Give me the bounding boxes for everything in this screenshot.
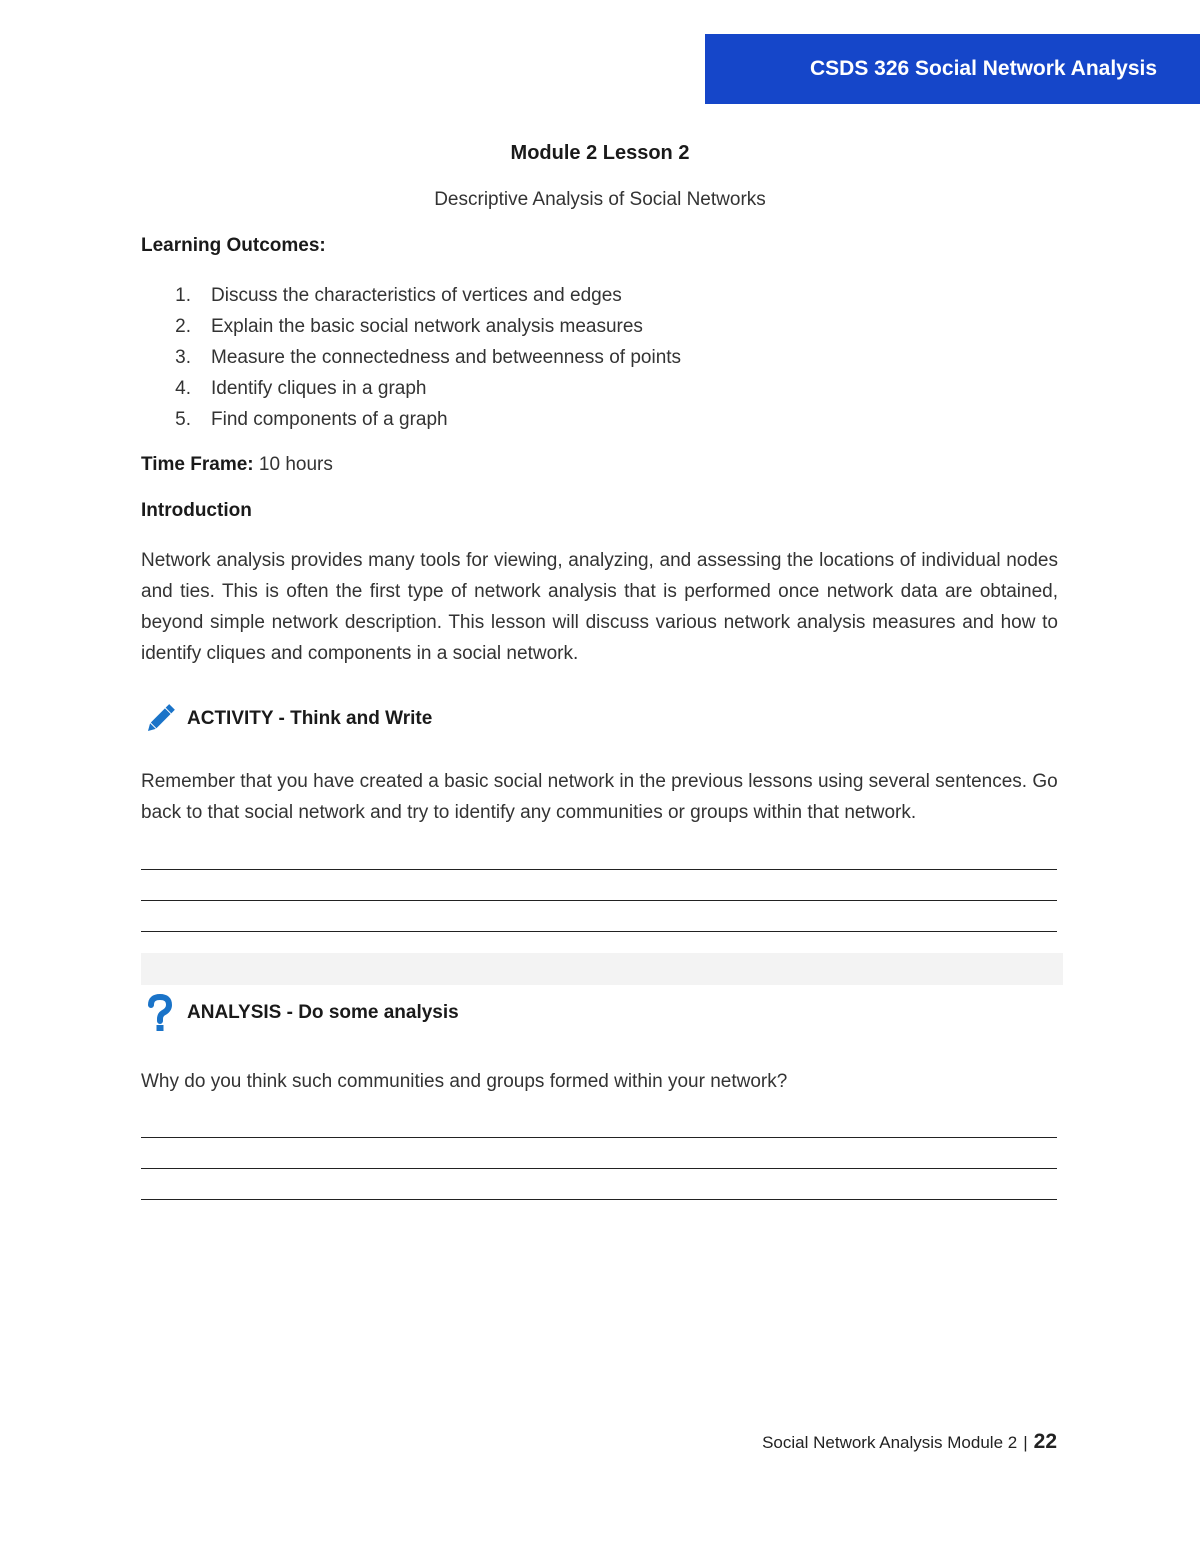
analysis-heading: ANALYSIS - Do some analysis [187,1002,459,1023]
answer-line [141,1199,1057,1200]
list-item [141,313,681,344]
footer-label: Social Network Analysis Module 2 [762,1433,1018,1452]
list-item [141,406,681,437]
footer-separator: | [1023,1433,1028,1452]
activity-heading-row [141,700,432,738]
time-frame-value: 10 hours [258,454,333,475]
answer-line [141,900,1057,901]
learning-outcomes-label: Learning Outcomes: [141,235,326,256]
activity-heading: ACTIVITY - Think and Write [187,708,433,729]
answer-line [141,869,1057,870]
time-frame [141,454,333,476]
time-frame-label: Time Frame: [141,454,254,475]
list-number: 4. [175,378,191,399]
list-item [141,282,681,313]
list-text: Discuss the characteristics of vertices and edges [211,285,622,306]
introduction-label: Introduction [141,500,252,521]
list-number: 3. [175,347,191,368]
page-footer [0,1430,1057,1454]
analysis-text: Why do you think such communities and groups formed within your network? [141,1071,788,1092]
list-number: 2. [175,316,191,337]
answer-line [141,1137,1057,1138]
list-item [141,375,681,406]
analysis-heading-row [141,994,459,1032]
page-number: 22 [1033,1430,1057,1453]
answer-line [141,931,1057,932]
list-text: Explain the basic social network analysis measures [211,316,643,337]
list-text: Measure the connectedness and betweenness of points [211,347,682,368]
list-item [141,344,681,375]
course-title: CSDS 326 Social Network Analysis [810,57,1158,80]
question-icon [141,994,179,1032]
lesson-subtitle: Descriptive Analysis of Social Networks [434,189,766,210]
pencil-icon [141,700,179,738]
list-text: Find components of a graph [211,409,448,430]
introduction-text: Network analysis provides many tools for viewing, analyzing, and assessing the locations of individual nodes and ties. This is often the first type of network analysis that is performed once network data are obtained, beyond simple network description. This lesson will discuss various network analysis measures and how to identify cliques and components in a social network. [141,550,1058,664]
lesson-title: Module 2 Lesson 2 [510,142,690,164]
learning-outcomes-list [141,282,681,437]
activity-text: Remember that you have created a basic social network in the previous lessons using several sentences. Go back to that social network and try to identify any communities or groups within that network. [141,771,1058,823]
answer-line [141,1168,1057,1169]
list-text: Identify cliques in a graph [211,378,427,399]
list-number: 1. [175,285,191,306]
course-header-band [705,34,1200,104]
divider-band [141,953,1063,985]
list-number: 5. [175,409,191,430]
